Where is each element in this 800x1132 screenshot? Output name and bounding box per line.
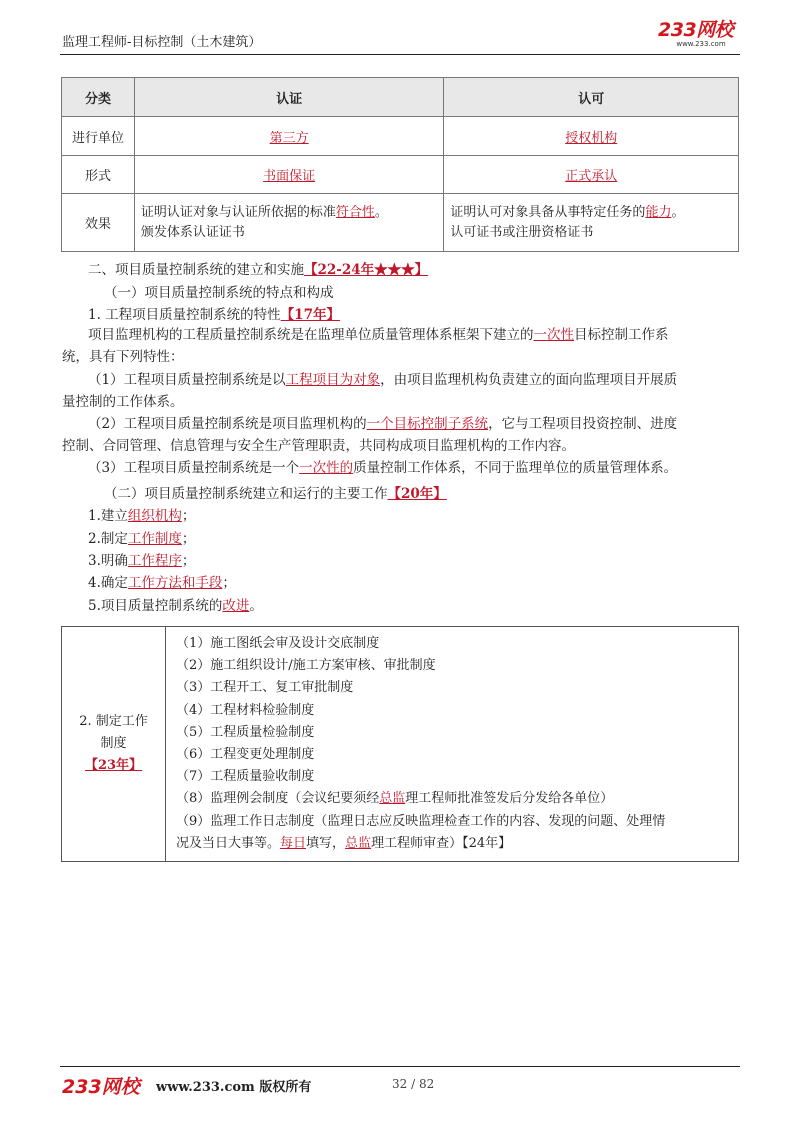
item-text: 4.确定	[88, 575, 128, 591]
exam-year-badge: 【17年】	[280, 307, 340, 323]
item-text: ；	[181, 508, 196, 524]
key-term: 组织机构	[127, 508, 182, 524]
key-term: 改进	[222, 598, 250, 614]
cell-text: 证明认证对象与认证所依据的标准	[140, 204, 336, 220]
cell-text: 。	[374, 204, 388, 220]
heading-text: 二、项目质量控制系统的建立和实施	[88, 262, 304, 278]
list-item: （6）工程变更处理制度	[176, 747, 315, 763]
system-label-cell	[62, 627, 166, 862]
cell-text: 认可证书或注册资格证书	[450, 224, 594, 240]
list-item	[88, 571, 236, 591]
list-item: （4）工程材料检验制度	[176, 702, 315, 718]
list-item: （5）工程质量检验制度	[176, 724, 315, 740]
item-text: 5.项目质量控制系统的	[88, 598, 223, 614]
table-row	[62, 194, 739, 252]
exam-year-badge: 【22-24年★★★】	[304, 262, 429, 278]
key-term: 每日	[280, 835, 307, 851]
row-label: 进行单位	[62, 117, 135, 156]
para-text: （3）工程项目质量控制系统是一个	[88, 460, 300, 476]
list-item	[88, 594, 263, 614]
key-term: 符合性	[335, 204, 375, 220]
item-text: 填写，	[306, 835, 346, 851]
footer-copyright: www.233.com 版权所有	[156, 1080, 312, 1095]
heading-text: 1. 工程项目质量控制系统的特性	[88, 307, 281, 323]
cell-text: 。	[671, 204, 685, 220]
certification-comparison-table	[61, 77, 739, 252]
work-system-table	[61, 626, 739, 862]
feature-paragraph-1	[62, 369, 742, 413]
item-text: 2.制定	[88, 531, 128, 547]
item-text: 1.建立	[88, 508, 128, 524]
key-term: 总监	[379, 791, 406, 807]
header-title: 监理工程师-目标控制（土木建筑）	[62, 35, 262, 50]
header-divider	[60, 54, 740, 55]
logo-text: 233网校	[658, 19, 734, 41]
key-term: 工作程序	[127, 553, 182, 569]
table-row	[62, 117, 739, 156]
brand-logo[interactable]	[658, 20, 738, 50]
list-item	[176, 833, 728, 855]
para-text: 项目监理机构的工程质量控制系统是在监理单位质量管理体系框架下建立的	[88, 327, 534, 343]
row-label: 效果	[62, 194, 135, 252]
para-text: 统，具有下列特性：	[62, 349, 184, 365]
cell-text: 证明认可对象具备从事特定任务的	[450, 204, 646, 220]
intro-paragraph	[62, 324, 742, 368]
list-item: （2）施工组织设计/施工方案审核、审批制度	[176, 658, 436, 674]
para-text: ，由项目监理机构负责建立的面向监理项目开展质	[380, 372, 678, 388]
exam-year-badge: 【23年】	[84, 758, 143, 774]
list-item: （3）工程开工、复工审批制度	[176, 680, 354, 696]
system-list-cell	[166, 627, 739, 862]
cell-effect-accreditation	[444, 194, 739, 252]
row-label: 形式	[62, 156, 135, 194]
item-text: ；	[181, 531, 196, 547]
label-text: 制度	[100, 736, 127, 752]
label-text: 2. 制定工作	[79, 714, 148, 730]
logo-url: www.233.com	[676, 40, 726, 48]
cell-value: 授权机构	[565, 130, 618, 146]
para-text: 目标控制工作系	[574, 327, 669, 343]
list-item	[88, 504, 195, 524]
cell-value: 正式承认	[565, 169, 618, 184]
section-heading	[88, 258, 428, 278]
header-cell-certification: 认证	[134, 78, 444, 117]
list-item: （9）监理工作日志制度（监理日志应反映监理检查工作的内容、发现的问题、处理情	[176, 813, 666, 829]
table-row	[62, 156, 739, 194]
table-row	[62, 627, 739, 862]
key-term: 一次性	[533, 327, 574, 343]
cell-text: 颁发体系认证证书	[140, 224, 245, 240]
item-text: 理工程师审查）【24年】	[371, 835, 512, 851]
subsection-heading: （一）项目质量控制系统的特点和构成	[104, 285, 334, 301]
cell-effect-certification	[134, 194, 444, 252]
subsection-heading	[104, 482, 447, 502]
page-number: 32 / 82	[392, 1077, 435, 1091]
para-text: （2）工程项目质量控制系统是项目监理机构的	[88, 416, 367, 432]
para-text: （1）工程项目质量控制系统是以	[88, 372, 286, 388]
cell-value: 第三方	[269, 130, 309, 146]
list-item	[88, 527, 195, 547]
point-heading	[88, 303, 340, 323]
header-cell-category: 分类	[62, 78, 135, 117]
list-item: （7）工程质量验收制度	[176, 769, 315, 785]
item-text: 。	[249, 598, 263, 614]
feature-paragraph-2	[62, 413, 742, 457]
list-item	[88, 549, 195, 569]
key-term: 工作方法和手段	[127, 575, 223, 591]
item-text: （8）监理例会制度（会议纪要须经	[176, 791, 380, 807]
table-header-row	[62, 78, 739, 117]
list-item: （1）施工图纸会审及设计交底制度	[176, 636, 380, 651]
header-cell-accreditation: 认可	[444, 78, 739, 117]
key-term: 总监	[345, 835, 372, 851]
footer-divider	[60, 1066, 740, 1067]
item-text: 3.明确	[88, 553, 128, 569]
cell-value: 书面保证	[263, 169, 316, 184]
item-text: 理工程师批准签发后分发给各单位）	[405, 791, 614, 807]
key-term: 一次性的	[299, 460, 354, 476]
para-text: 量控制的工作体系。	[62, 394, 184, 410]
key-term: 能力	[645, 204, 672, 220]
key-term: 工作制度	[127, 531, 182, 547]
footer-logo[interactable]: 233网校	[62, 1076, 140, 1098]
heading-text: （二）项目质量控制系统建立和运行的主要工作	[104, 486, 388, 502]
key-term: 一个目标控制子系统	[366, 416, 489, 432]
para-text: 质量控制工作体系，不同于监理单位的质量管理体系。	[353, 460, 678, 476]
item-text: ；	[222, 575, 236, 591]
exam-year-badge: 【20年】	[387, 486, 447, 502]
item-text: ；	[181, 553, 196, 569]
item-text: 况及当日大事等。	[176, 835, 281, 851]
para-text: 控制、合同管理、信息管理与安全生产管理职责，共同构成项目监理机构的工作内容。	[62, 438, 575, 454]
key-term: 工程项目为对象	[285, 372, 381, 388]
list-item	[176, 788, 728, 810]
feature-paragraph-3	[62, 457, 742, 479]
para-text: ，它与工程项目投资控制、进度	[488, 416, 678, 432]
